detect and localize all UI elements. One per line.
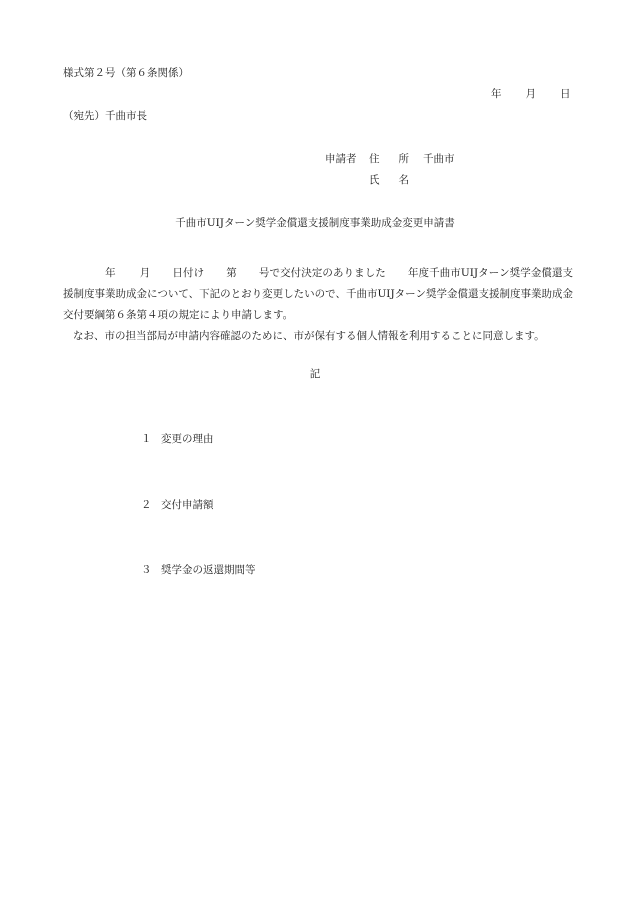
- body-text: [63, 263, 573, 347]
- list-item: １ 変更の理由: [141, 433, 214, 445]
- list-item: ３ 奨学金の返還期間等: [141, 564, 256, 576]
- applicant-block: [325, 154, 455, 196]
- date-year: 年: [491, 88, 502, 100]
- date-day: 日: [560, 88, 571, 100]
- date-line: [491, 89, 571, 100]
- name-label: 氏 名: [369, 174, 409, 186]
- ki-heading: 記: [309, 368, 321, 380]
- date-month: 月: [525, 88, 536, 100]
- address-value: 千曲市: [423, 153, 455, 165]
- applicant-name-row: [325, 175, 455, 196]
- body-paragraph-2: なお、市の担当部局が申請内容確認のために、市が保有する個人情報を利用することに同意します。: [73, 330, 545, 342]
- applicant-label: 申請者: [325, 153, 357, 165]
- applicant-address-row: [325, 154, 455, 175]
- address-label: 住 所: [369, 153, 409, 165]
- document-title: 千曲市UIJターン奨学金償還支援制度事業助成金変更申請書: [175, 217, 455, 229]
- list-item: ２ 交付申請額: [141, 499, 214, 511]
- addressee: （宛先）千曲市長: [63, 110, 147, 122]
- form-number: 様式第２号（第６条関係）: [63, 67, 189, 79]
- body-paragraph-1: 年 月 日付け 第 号で交付決定のありました 年度千曲市UIJターン奨学金償還支援制度事業助成金について、下記のとおり変更したいので、千曲市UIJターン奨学金償還支援制度事業助成金交付要綱第６条第４項の規定により申請します。: [63, 267, 574, 321]
